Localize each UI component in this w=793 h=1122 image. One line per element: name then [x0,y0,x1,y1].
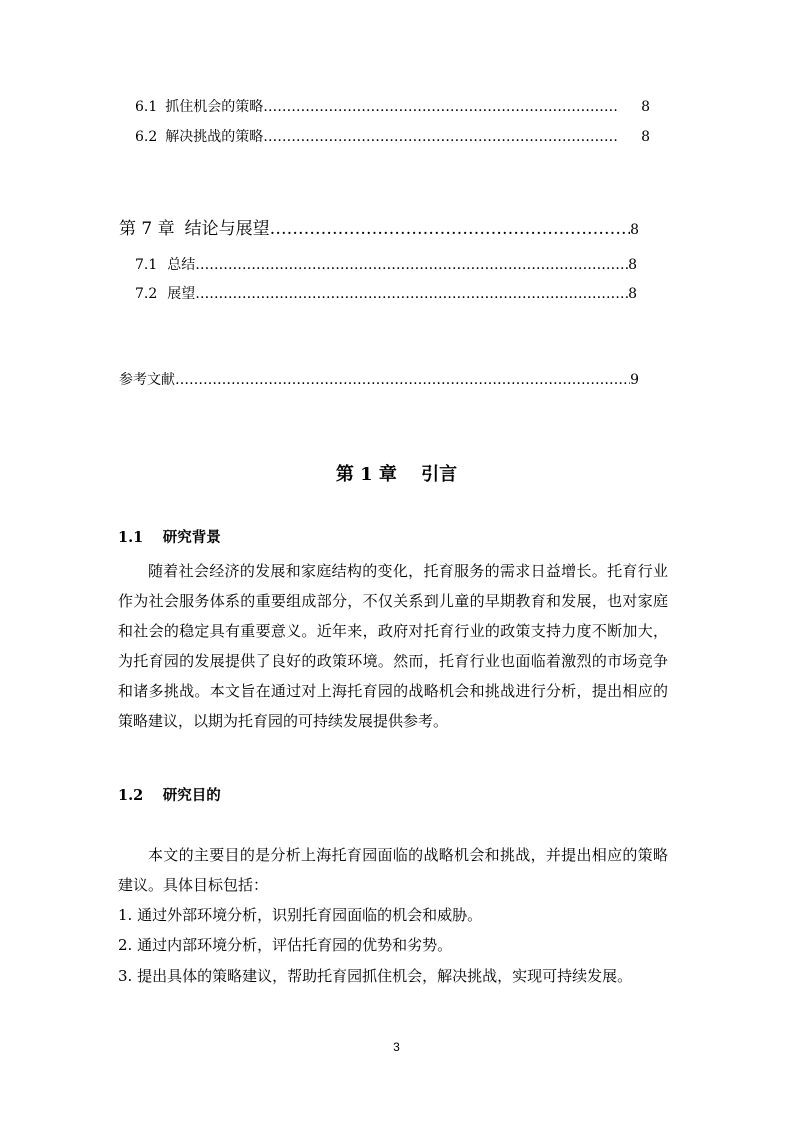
toc-item [135,254,637,276]
toc-item-title: 展望 [167,286,196,302]
toc-item-page: 8 [628,286,637,302]
toc-leader [175,372,630,388]
list-item: 2. 通过内部环境分析，评估托育园的优势和劣势。 [118,936,453,954]
body-paragraph: 本文的主要目的是分析上海托育园面临的战略机会和挑战，并提出相应的策略建议。具体目标包括： [118,846,668,894]
body-paragraph: 随着社会经济的发展和家庭结构的变化，托育服务的需求日益增长。托育行业作为社会服务体系的重要组成部分，不仅关系到儿童的早期教育和发展，也对家庭和社会的稳定具有重要意义。近年来，政府对托育行业的政策支持力度不断加大，为托育园的发展提供了良好的政策环境。然而，托育行业也面临着激烈的市场竞争和诸多挑战。本文旨在通过对上海托育园的战略机会和挑战进行分析，提出相应的策略建议，以期为托育园的可持续发展提供参考。 [118,562,668,730]
toc-item-page: 8 [628,257,637,273]
toc-item-page: 9 [630,372,639,388]
toc-item-title: 结论与展望 [184,219,270,239]
toc-item [135,283,637,305]
toc-item [135,96,650,118]
toc-leader [263,99,617,115]
list-item: 1. 通过外部环境分析，识别托育园面临的机会和威胁。 [118,906,483,924]
toc-item-title: 总结 [167,257,196,273]
toc-leader [195,257,628,273]
toc-item [135,126,650,148]
section-heading: 1.1 研究背景 [118,529,221,546]
toc-item-number: 7.1 [135,257,158,273]
toc-item-number: 6.1 [135,99,158,115]
toc-item-number: 第 7 章 [119,219,175,239]
toc-item-page: 8 [641,99,650,115]
toc-leader [263,129,617,145]
toc-item-page: 8 [630,222,639,238]
toc-leader [270,219,630,239]
toc-chapter-item [119,214,639,239]
toc-item-number: 7.2 [135,286,158,302]
toc-leader [195,286,628,302]
chapter-title: 第 1 章 引言 [335,464,458,485]
toc-item-title: 抓住机会的策略 [165,99,264,115]
toc-item-title: 解决挑战的策略 [165,129,264,145]
section-heading: 1.2 研究目的 [118,787,221,804]
toc-item-title: 参考文献 [119,372,175,388]
list-item: 3. 提出具体的策略建议，帮助托育园抓住机会，解决挑战，实现可持续发展。 [118,967,633,985]
toc-item-references [119,369,639,391]
toc-item-number: 6.2 [135,129,158,145]
page-number: 3 [393,1040,400,1054]
toc-item-page: 8 [641,129,650,145]
